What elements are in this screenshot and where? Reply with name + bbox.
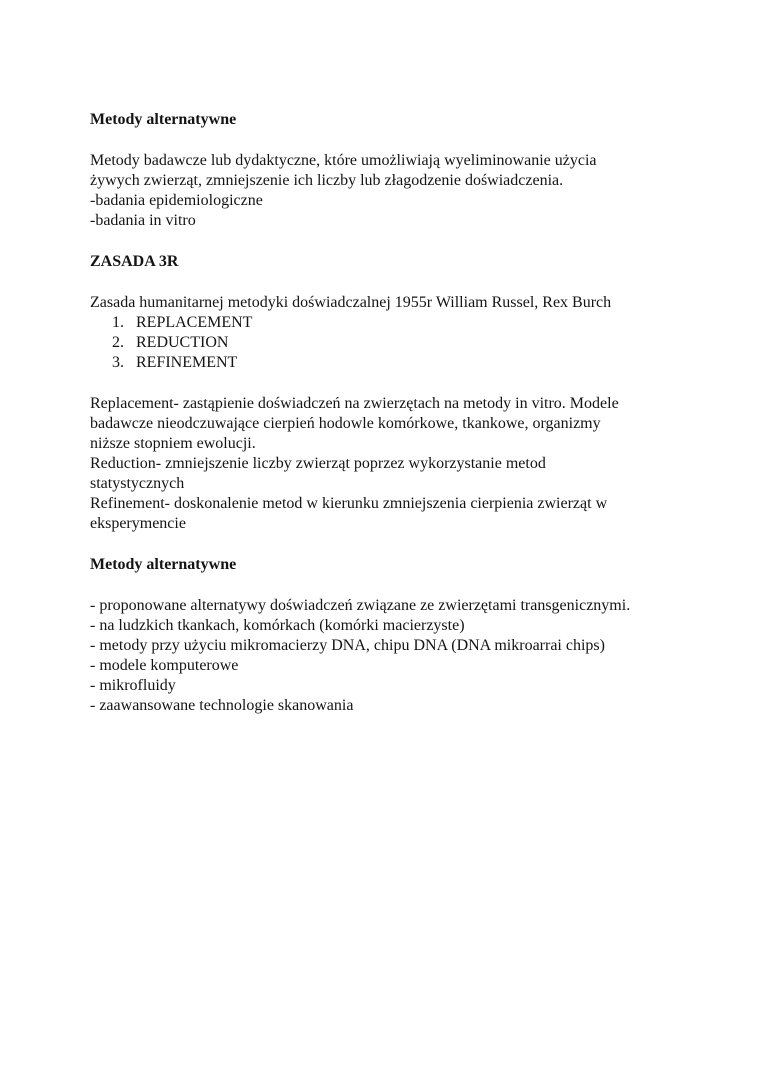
- list-item-text: REDUCTION: [136, 334, 229, 351]
- text-line: -badania in vitro: [90, 212, 196, 229]
- text-line: statystycznych: [90, 475, 185, 492]
- text-line: żywych zwierząt, zmniejszenie ich liczby lub złagodzenie doświadczenia.: [90, 172, 564, 189]
- text-line: -badania epidemiologiczne: [90, 192, 263, 209]
- text-line: Refinement- doskonalenie metod w kierunku zmniejszenia cierpienia zwierząt w: [90, 495, 608, 512]
- text-line: - modele komputerowe: [90, 657, 239, 674]
- paragraph-methods-definition: [90, 151, 680, 231]
- section-heading-methods: Metody alternatywne: [90, 111, 237, 128]
- paragraph-3r-intro: [90, 293, 680, 313]
- text-line: Reduction- zmniejszenie liczby zwierząt poprzez wykorzystanie metod: [90, 455, 546, 472]
- list-number: 1.: [112, 314, 124, 331]
- numbered-list-3r: [90, 313, 680, 373]
- list-item: [90, 333, 680, 353]
- text-line: - proponowane alternatywy doświadczeń związane ze zwierzętami transgenicznymi.: [90, 597, 631, 614]
- list-number: 2.: [112, 334, 124, 351]
- text-line: - mikrofluidy: [90, 677, 176, 694]
- text-line: - metody przy użyciu mikromacierzy DNA, chipu DNA (DNA mikroarrai chips): [90, 637, 605, 654]
- document-content: [90, 110, 680, 716]
- text-line: Zasada humanitarnej metodyki doświadczalnej 1955r William Russel, Rex Burch: [90, 294, 612, 311]
- list-item-text: REFINEMENT: [136, 354, 238, 371]
- paragraph-methods-list: [90, 596, 680, 716]
- list-item-text: REPLACEMENT: [136, 314, 253, 331]
- text-line: - na ludzkich tkankach, komórkach (komórki macierzyste): [90, 617, 465, 634]
- section-heading-methods-2: Metody alternatywne: [90, 556, 237, 573]
- text-line: Replacement- zastąpienie doświadczeń na zwierzętach na metody in vitro. Modele: [90, 395, 619, 412]
- list-item: [90, 313, 680, 333]
- paragraph-3r-details: [90, 394, 680, 534]
- list-item: [90, 353, 680, 373]
- text-line: - zaawansowane technologie skanowania: [90, 697, 354, 714]
- section-heading-3r: ZASADA 3R: [90, 253, 179, 270]
- text-line: Metody badawcze lub dydaktyczne, które umożliwiają wyeliminowanie użycia: [90, 152, 597, 169]
- list-number: 3.: [112, 354, 124, 371]
- text-line: badawcze nieodczuwające cierpień hodowle komórkowe, tkankowe, organizmy: [90, 415, 601, 432]
- text-line: eksperymencie: [90, 515, 186, 532]
- text-line: niższe stopniem ewolucji.: [90, 435, 256, 452]
